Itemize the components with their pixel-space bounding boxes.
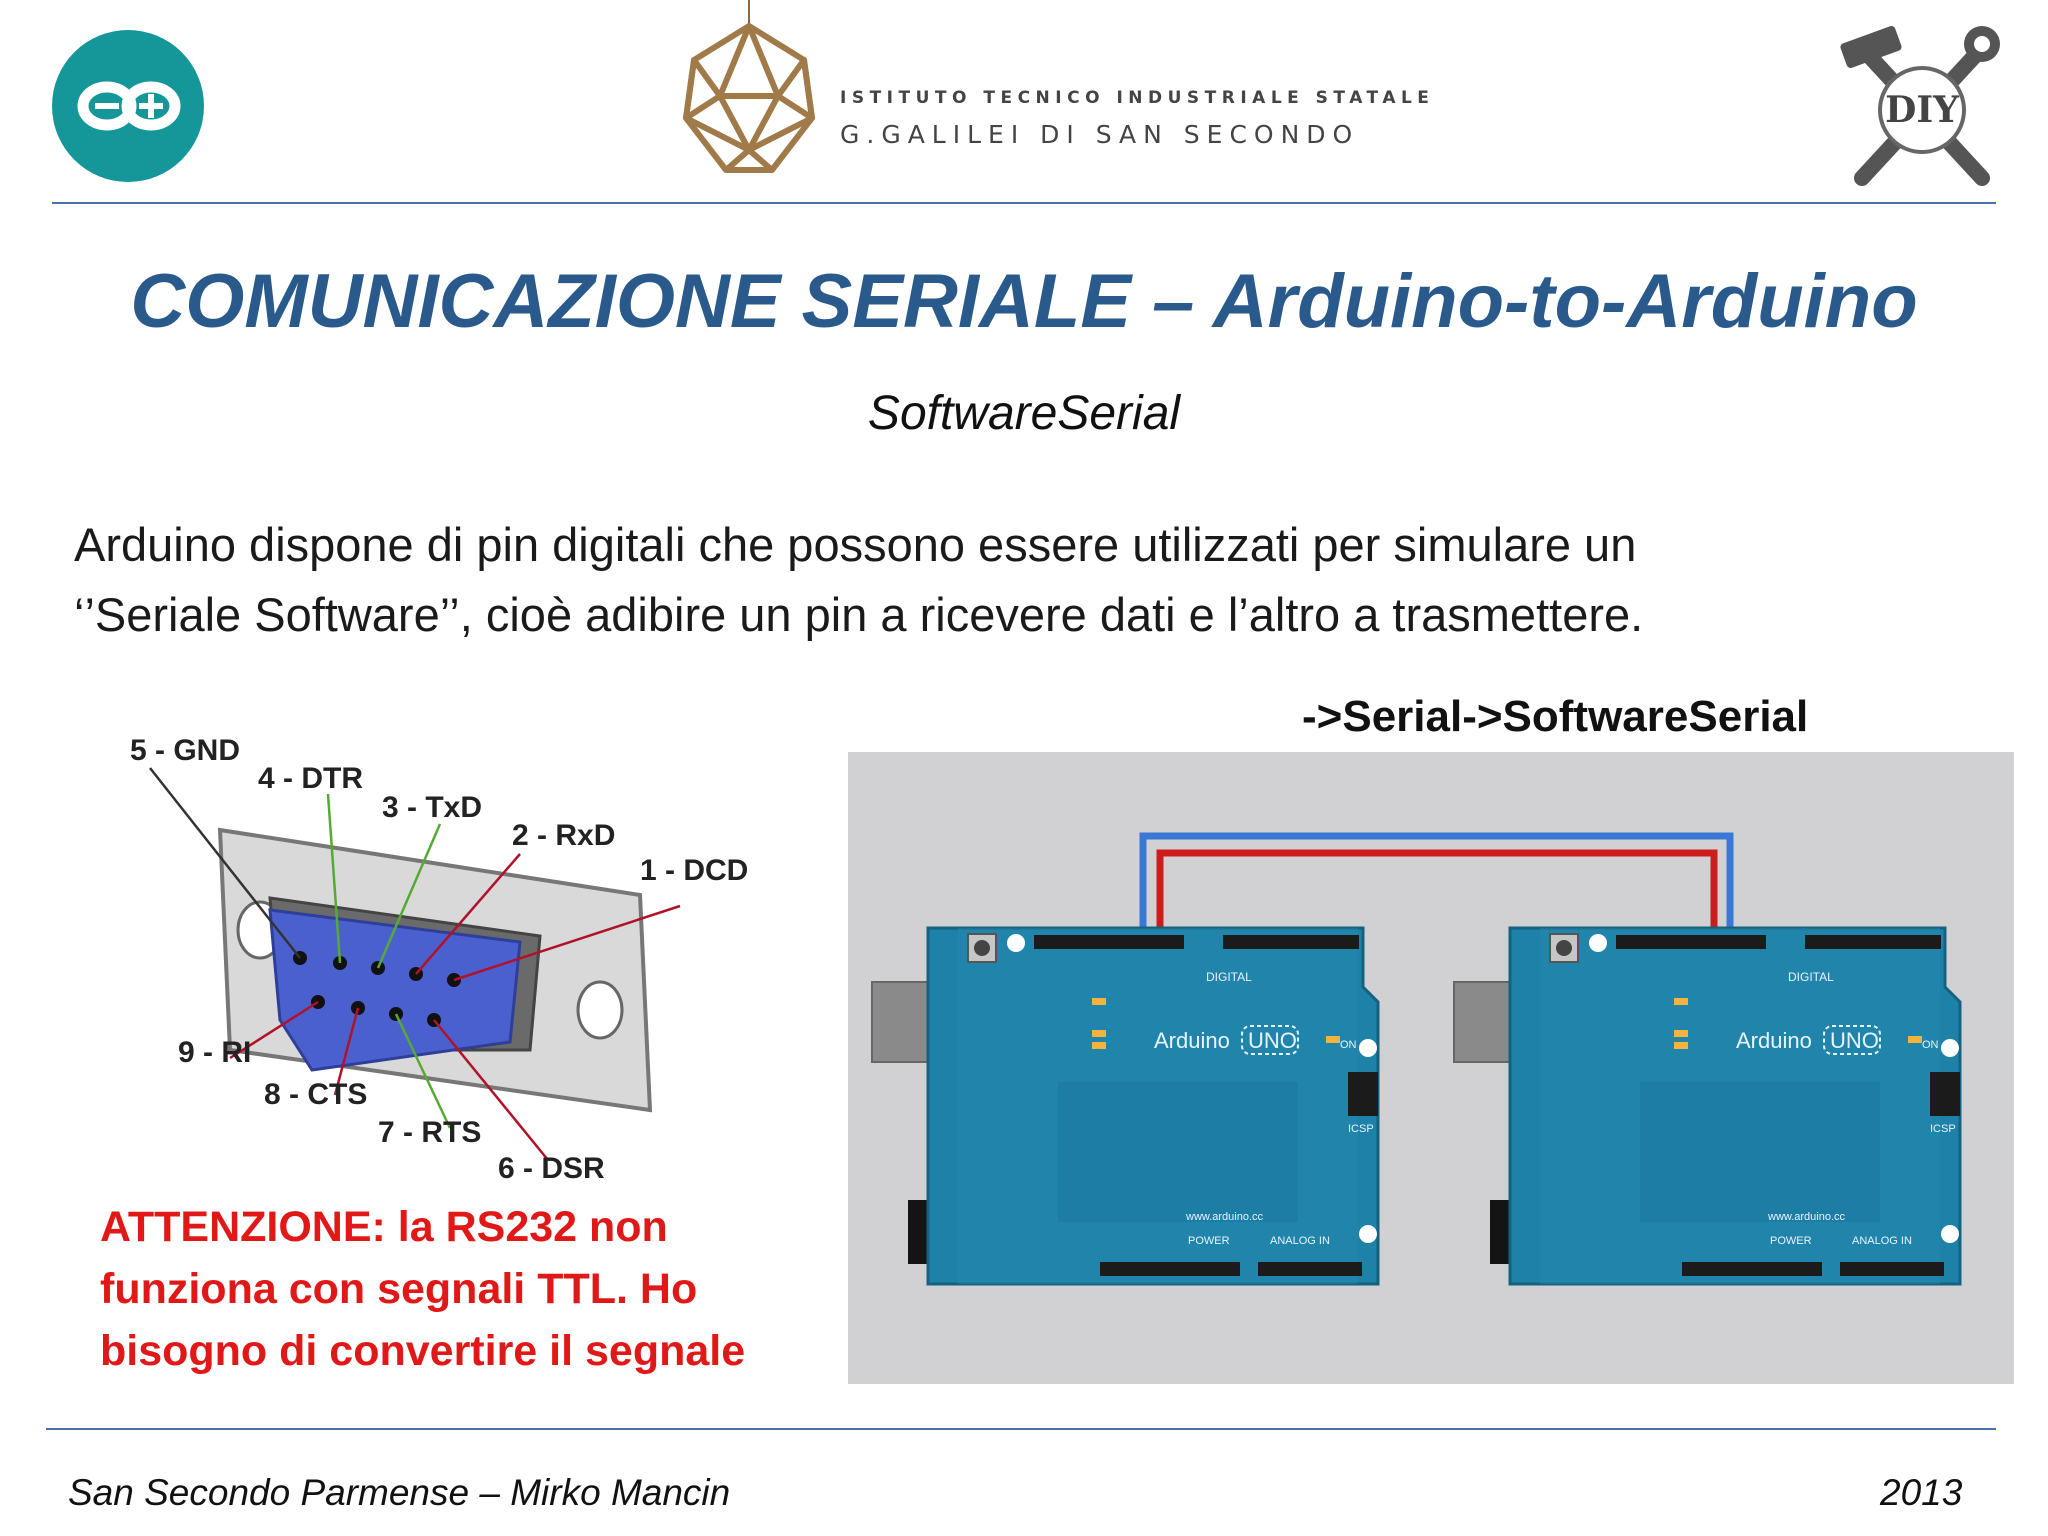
pin-label-8: 8 - CTS [264, 1078, 368, 1111]
led-rx-right [1674, 1042, 1688, 1049]
on-label-left: ON [1340, 1039, 1357, 1051]
slide-subtitle: SoftwareSerial [867, 387, 1181, 440]
led-tx-left [1092, 1030, 1106, 1037]
header-power-right [1682, 1262, 1822, 1276]
header-digital-high-left [1034, 935, 1184, 949]
mount-hole-right-b [1941, 1039, 1959, 1057]
led-l-left [1092, 998, 1106, 1005]
body-line-2: ‘’Seriale Software’’, cioè adibire un pin a ricevere dati e l’altro a trasmettere. [74, 588, 1644, 641]
board-brand-left: Arduino [1154, 1028, 1230, 1053]
power-label-right: POWER [1770, 1235, 1812, 1247]
menu-path: ->Serial->SoftwareSerial [1302, 692, 1809, 741]
db9-connector-diagram [120, 720, 780, 1200]
footer-year: 2013 [1880, 1472, 1963, 1513]
slide-title: COMUNICAZIONE SERIALE – Arduino-to-Arduino [130, 259, 1918, 344]
db9-mount-hole-right [578, 982, 622, 1038]
website-label-left: www.arduino.cc [1186, 1211, 1264, 1223]
pin-label-3: 3 - TxD [382, 791, 483, 824]
header-analog-right [1840, 1262, 1944, 1276]
diy-logo-text: DIY [1885, 89, 1959, 131]
led-l-right [1674, 998, 1688, 1005]
arduino-board-right [1454, 928, 1960, 1284]
board-model-left: UNO [1248, 1028, 1297, 1053]
warning-line-3: bisogno di convertire il segnale [100, 1327, 746, 1375]
icsp-right [1930, 1072, 1960, 1116]
analog-label-right: ANALOG IN [1852, 1235, 1912, 1247]
arduino-board-left [872, 928, 1378, 1284]
analog-label-left: ANALOG IN [1270, 1235, 1330, 1247]
mount-hole-right-a [1589, 934, 1607, 952]
led-tx-right [1674, 1030, 1688, 1037]
pin-label-5: 5 - GND [130, 734, 241, 767]
mount-hole-left-b [1359, 1039, 1377, 1057]
diy-logo [1832, 18, 2012, 198]
led-on-right [1908, 1036, 1922, 1043]
mount-hole-left-c [1359, 1225, 1377, 1243]
digital-label-left: DIGITAL [1206, 970, 1252, 984]
header-digital-low-right [1805, 935, 1941, 949]
icsp-left [1348, 1072, 1378, 1116]
school-emblem-logo [674, 0, 824, 190]
arduino-wiring-diagram [848, 752, 2014, 1384]
mount-hole-right-c [1941, 1225, 1959, 1243]
header-divider [52, 202, 1996, 204]
warning-note [100, 1196, 820, 1382]
school-line-1: ISTITUTO TECNICO INDUSTRIALE STATALE [840, 88, 1435, 108]
icsp-label-right: ICSP [1930, 1123, 1956, 1135]
footer-author: San Secondo Parmense – Mirko Mancin [68, 1472, 731, 1513]
website-label-right: www.arduino.cc [1768, 1211, 1846, 1223]
board-model-right: UNO [1830, 1028, 1879, 1053]
header-power-left [1100, 1262, 1240, 1276]
footer-divider [46, 1428, 1996, 1430]
header-analog-left [1258, 1262, 1362, 1276]
header-digital-high-right [1616, 935, 1766, 949]
pin-label-7: 7 - RTS [378, 1116, 482, 1149]
on-label-right: ON [1922, 1039, 1939, 1051]
school-name [840, 88, 1434, 149]
warning-line-1: ATTENZIONE: la RS232 non [100, 1203, 668, 1251]
power-label-left: POWER [1188, 1235, 1230, 1247]
pin-label-6: 6 - DSR [498, 1152, 605, 1185]
board-brand-right: Arduino [1736, 1028, 1812, 1053]
body-paragraph [74, 510, 1974, 650]
header-digital-low-left [1223, 935, 1359, 949]
arduino-logo [52, 30, 204, 182]
school-line-2: G.GALILEI DI SAN SECONDO [840, 120, 1360, 149]
digital-label-right: DIGITAL [1788, 970, 1834, 984]
led-rx-left [1092, 1042, 1106, 1049]
body-line-1: Arduino dispone di pin digitali che possono essere utilizzati per simulare un [74, 518, 1637, 571]
warning-line-2: funziona con segnali TTL. Ho [100, 1265, 698, 1313]
pin-label-4: 4 - DTR [258, 762, 363, 795]
pin-label-9: 9 - RI [178, 1036, 252, 1069]
mount-hole-left-a [1007, 934, 1025, 952]
pin-label-2: 2 - RxD [512, 819, 616, 852]
icsp-label-left: ICSP [1348, 1123, 1374, 1135]
pin-label-1: 1 - DCD [640, 854, 749, 887]
led-on-left [1326, 1036, 1340, 1043]
